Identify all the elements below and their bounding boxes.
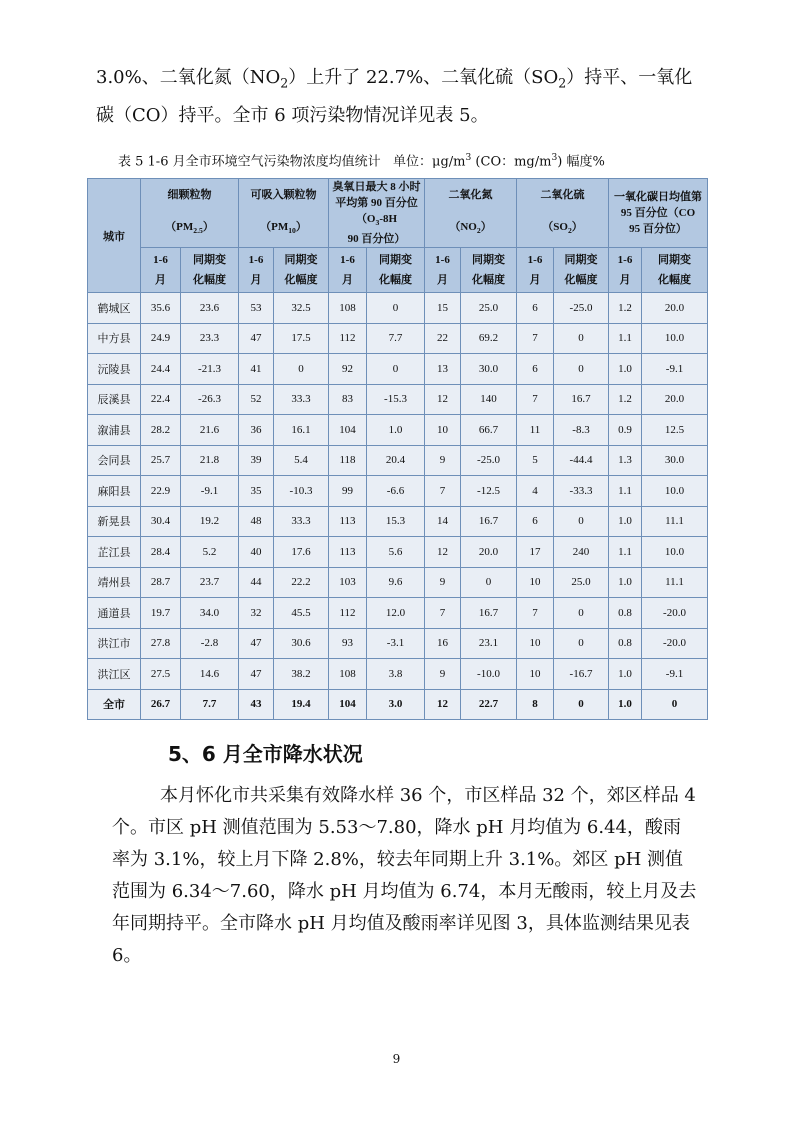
value-cell: 16.7 [554, 384, 609, 415]
value-cell: 48 [239, 506, 274, 537]
value-cell: 19.2 [181, 506, 239, 537]
total-value-cell: 19.4 [274, 689, 329, 720]
sub-header-change-l1: 同期变 [193, 254, 226, 267]
sub-header-change [274, 248, 329, 293]
value-cell: -20.0 [642, 598, 708, 629]
city-cell: 靖州县 [88, 567, 141, 598]
group-co-l1: 一氧化碳日均值第 95 百分位（CO [614, 191, 703, 220]
group-co-l4: 95 百分位） [629, 223, 687, 236]
table-caption-title: 表 5 1-6 月全市环境空气污染物浓度均值统计 [118, 154, 381, 170]
table-total-row [88, 689, 708, 720]
value-cell: 0.8 [609, 628, 642, 659]
value-cell: 11 [517, 415, 554, 446]
table-caption-sup-1: 3 [465, 153, 472, 163]
table-row [88, 445, 708, 476]
city-cell: 辰溪县 [88, 384, 141, 415]
pollutant-table [87, 178, 708, 720]
total-label-cell: 全市 [88, 689, 141, 720]
value-cell: 19.7 [141, 598, 181, 629]
total-value-cell: 1.0 [609, 689, 642, 720]
value-cell: 12.0 [367, 598, 425, 629]
value-cell: -25.0 [461, 445, 517, 476]
value-cell: 1.0 [609, 567, 642, 598]
body-paragraph: 本月怀化市共采集有效降水样 36 个，市区样品 32 个，郊区样品 4 个。市区 pH 测值范围为 5.53～7.80，降水 pH 月均值为 6.44，酸雨率为 3.1%，较上月下降 2.8%，较去年同期上升 3.1%。郊区 pH 测值范围为 6.34～7.60，降水 pH 月均值为 6.74，本月无酸雨，较上月及去年同期持平。全市降水 pH 月均值及酸雨率详见图 3，具体监测结果见表 6。 [112, 785, 697, 966]
value-cell: 22.2 [274, 567, 329, 598]
sub-header-change-l2: 化幅度 [472, 274, 506, 287]
value-cell: 30.4 [141, 506, 181, 537]
value-cell: 7 [517, 323, 554, 354]
city-cell: 芷江县 [88, 537, 141, 568]
value-cell: -9.1 [181, 476, 239, 507]
value-cell: 21.8 [181, 445, 239, 476]
value-cell: 36 [239, 415, 274, 446]
value-cell: 1.0 [609, 506, 642, 537]
value-cell: 99 [329, 476, 367, 507]
section-title: 5、6 月全市降水状况 [168, 742, 363, 766]
value-cell: 22.4 [141, 384, 181, 415]
value-cell: 9 [425, 659, 461, 690]
sub-header-value-l2: 月 [155, 274, 166, 287]
value-cell: 103 [329, 567, 367, 598]
value-cell: 25.0 [554, 567, 609, 598]
sub-header-change-l1: 同期变 [472, 254, 506, 267]
value-cell: 0.8 [609, 598, 642, 629]
table-caption [118, 148, 605, 172]
sub-header-value [517, 248, 554, 293]
city-cell: 鹤城区 [88, 293, 141, 324]
value-cell: 5 [517, 445, 554, 476]
value-cell: -20.0 [642, 628, 708, 659]
value-cell: 21.6 [181, 415, 239, 446]
value-cell: 112 [329, 598, 367, 629]
sub-header-change-l2: 化幅度 [193, 274, 226, 287]
city-cell: 洪江区 [88, 659, 141, 690]
sub-header-value [425, 248, 461, 293]
table-row [88, 476, 708, 507]
sub-header-change [554, 248, 609, 293]
value-cell: 24.9 [141, 323, 181, 354]
value-cell: -21.3 [181, 354, 239, 385]
value-cell: 20.0 [642, 293, 708, 324]
value-cell: 10.0 [642, 323, 708, 354]
intro-paragraph [96, 62, 698, 132]
table-body [88, 293, 708, 720]
group-header-co [609, 179, 708, 248]
table-row [88, 598, 708, 629]
total-value-cell: 0 [554, 689, 609, 720]
value-cell: 23.1 [461, 628, 517, 659]
value-cell: 7 [517, 384, 554, 415]
group-o3-l4: 90 百分位） [347, 233, 406, 246]
sub-header-value [329, 248, 367, 293]
value-cell: 22 [425, 323, 461, 354]
value-cell: -12.5 [461, 476, 517, 507]
group-header-no2 [425, 179, 517, 248]
group-pm25-sub: 2.5 [193, 226, 203, 236]
city-header: 城市 [88, 179, 141, 293]
value-cell: 30.6 [274, 628, 329, 659]
value-cell: 5.4 [274, 445, 329, 476]
page-number: 9 [392, 1052, 401, 1066]
table-row [88, 354, 708, 385]
group-pm25-l2: （PM [165, 221, 194, 233]
value-cell: 10 [517, 628, 554, 659]
value-cell: 113 [329, 537, 367, 568]
sub-header-value-l1: 1-6 [153, 254, 168, 267]
sub-header-value-l2: 月 [529, 274, 541, 287]
value-cell: 1.0 [367, 415, 425, 446]
value-cell: 140 [461, 384, 517, 415]
value-cell: -10.0 [461, 659, 517, 690]
intro-text-1: 3.0%、二氧化氮（NO [96, 67, 281, 88]
sub-header-value-l1: 1-6 [617, 254, 633, 267]
sub-header-value-l2: 月 [342, 274, 353, 287]
value-cell: 113 [329, 506, 367, 537]
group-header-o3 [329, 179, 425, 248]
value-cell: 0 [554, 506, 609, 537]
value-cell: 11.1 [642, 567, 708, 598]
sub-header-value [239, 248, 274, 293]
city-cell: 中方县 [88, 323, 141, 354]
value-cell: 1.1 [609, 537, 642, 568]
value-cell: 10 [517, 659, 554, 690]
value-cell: 92 [329, 354, 367, 385]
value-cell: 0 [367, 354, 425, 385]
value-cell: 1.1 [609, 476, 642, 507]
value-cell: 16.7 [461, 506, 517, 537]
total-value-cell: 43 [239, 689, 274, 720]
total-value-cell: 8 [517, 689, 554, 720]
group-pm25-l1: 细颗粒物 [167, 189, 212, 201]
total-value-cell: 12 [425, 689, 461, 720]
group-o3-sub: 3 [375, 218, 380, 228]
value-cell: 20.0 [642, 384, 708, 415]
value-cell: 25.7 [141, 445, 181, 476]
group-no2-l2: （NO [449, 221, 477, 233]
value-cell: 23.6 [181, 293, 239, 324]
value-cell: 66.7 [461, 415, 517, 446]
value-cell: 7 [425, 598, 461, 629]
value-cell: 0.9 [609, 415, 642, 446]
value-cell: 28.7 [141, 567, 181, 598]
value-cell: 47 [239, 659, 274, 690]
city-cell: 新晃县 [88, 506, 141, 537]
group-so2-sub: 2 [567, 226, 572, 236]
value-cell: 23.7 [181, 567, 239, 598]
table-row [88, 567, 708, 598]
group-pm10-l3: ） [295, 221, 307, 233]
sub-header-change-l1: 同期变 [658, 254, 692, 267]
sub-header-change [367, 248, 425, 293]
sub-header-value-l1: 1-6 [435, 254, 450, 267]
total-value-cell: 22.7 [461, 689, 517, 720]
group-header-so2 [517, 179, 609, 248]
intro-text-3: ）持平、一氧化碳（CO）持平。全市 6 项污染物情况详见表 5。 [96, 67, 693, 126]
value-cell: 38.2 [274, 659, 329, 690]
value-cell: 47 [239, 323, 274, 354]
value-cell: 32.5 [274, 293, 329, 324]
value-cell: 112 [329, 323, 367, 354]
value-cell: 12 [425, 537, 461, 568]
group-so2-l2: （SO [542, 221, 568, 233]
value-cell: -15.3 [367, 384, 425, 415]
table-row [88, 323, 708, 354]
value-cell: 35.6 [141, 293, 181, 324]
value-cell: -26.3 [181, 384, 239, 415]
value-cell: 10.0 [642, 537, 708, 568]
value-cell: 0 [554, 354, 609, 385]
total-value-cell: 104 [329, 689, 367, 720]
value-cell: 1.2 [609, 384, 642, 415]
value-cell: 6 [517, 293, 554, 324]
sub-header-change-l2: 化幅度 [658, 274, 692, 287]
value-cell: 0 [461, 567, 517, 598]
value-cell: 16 [425, 628, 461, 659]
group-so2-l1: 二氧化硫 [540, 189, 585, 201]
value-cell: 9.6 [367, 567, 425, 598]
value-cell: 10.0 [642, 476, 708, 507]
value-cell: 4 [517, 476, 554, 507]
value-cell: 12.5 [642, 415, 708, 446]
value-cell: -10.3 [274, 476, 329, 507]
value-cell: 20.0 [461, 537, 517, 568]
value-cell: 108 [329, 293, 367, 324]
value-cell: 20.4 [367, 445, 425, 476]
sub-header-value [141, 248, 181, 293]
city-cell: 洪江市 [88, 628, 141, 659]
value-cell: 40 [239, 537, 274, 568]
value-cell: 17 [517, 537, 554, 568]
value-cell: 6 [517, 354, 554, 385]
sub-header-change-l2: 化幅度 [284, 274, 318, 287]
sub-header-change [642, 248, 708, 293]
value-cell: 15 [425, 293, 461, 324]
value-cell: -9.1 [642, 659, 708, 690]
sub-header-change-l1: 同期变 [284, 254, 318, 267]
value-cell: 34.0 [181, 598, 239, 629]
table-row [88, 628, 708, 659]
value-cell: 12 [425, 384, 461, 415]
intro-sub-2: 2 [558, 75, 567, 91]
value-cell: 118 [329, 445, 367, 476]
value-cell: 45.5 [274, 598, 329, 629]
value-cell: 9 [425, 567, 461, 598]
value-cell: -16.7 [554, 659, 609, 690]
value-cell: -3.1 [367, 628, 425, 659]
value-cell: 44 [239, 567, 274, 598]
value-cell: 5.6 [367, 537, 425, 568]
value-cell: 0 [554, 628, 609, 659]
table-row [88, 506, 708, 537]
value-cell: -9.1 [642, 354, 708, 385]
group-o3-l3: -8H [379, 213, 398, 225]
value-cell: 39 [239, 445, 274, 476]
value-cell: 108 [329, 659, 367, 690]
table-row [88, 384, 708, 415]
value-cell: 22.9 [141, 476, 181, 507]
value-cell: 17.6 [274, 537, 329, 568]
value-cell: -6.6 [367, 476, 425, 507]
value-cell: 30.0 [642, 445, 708, 476]
sub-header-change-l1: 同期变 [379, 254, 412, 267]
value-cell: 1.3 [609, 445, 642, 476]
city-cell: 溆浦县 [88, 415, 141, 446]
value-cell: 0 [554, 598, 609, 629]
value-cell: 32 [239, 598, 274, 629]
sub-header-value-l2: 月 [250, 274, 262, 287]
value-cell: 1.0 [609, 354, 642, 385]
city-cell: 通道县 [88, 598, 141, 629]
group-so2-l3: ） [571, 221, 583, 233]
value-cell: 10 [517, 567, 554, 598]
value-cell: 104 [329, 415, 367, 446]
city-cell: 麻阳县 [88, 476, 141, 507]
value-cell: 83 [329, 384, 367, 415]
value-cell: 93 [329, 628, 367, 659]
table-caption-unit-3: ) 幅度% [557, 154, 605, 170]
value-cell: 7 [425, 476, 461, 507]
table-caption-unit-2: (CO：mg/m [471, 154, 552, 170]
group-no2-l1: 二氧化氮 [448, 189, 493, 201]
group-o3-l1: 臭氧日最大 8 小时平均第 90 百分位（O [332, 181, 421, 225]
table-row [88, 659, 708, 690]
value-cell: 14.6 [181, 659, 239, 690]
city-cell: 沅陵县 [88, 354, 141, 385]
value-cell: 13 [425, 354, 461, 385]
total-value-cell: 7.7 [181, 689, 239, 720]
total-value-cell: 3.0 [367, 689, 425, 720]
value-cell: 30.0 [461, 354, 517, 385]
table-caption-sup-2: 3 [551, 153, 558, 163]
sub-header-change [181, 248, 239, 293]
sub-header-row [88, 248, 708, 293]
sub-header-value-l2: 月 [619, 274, 631, 287]
sub-header-value-l1: 1-6 [527, 254, 543, 267]
value-cell: 11.1 [642, 506, 708, 537]
value-cell: 33.3 [274, 506, 329, 537]
value-cell: 1.1 [609, 323, 642, 354]
value-cell: 3.8 [367, 659, 425, 690]
value-cell: -44.4 [554, 445, 609, 476]
value-cell: 17.5 [274, 323, 329, 354]
intro-text-2: ）上升了 22.7%、二氧化硫（SO [288, 67, 559, 88]
table-caption-unit-1: 单位：μg/m [393, 154, 466, 170]
sub-header-value-l1: 1-6 [248, 254, 264, 267]
value-cell: 28.4 [141, 537, 181, 568]
value-cell: 240 [554, 537, 609, 568]
sub-header-value-l2: 月 [437, 274, 449, 287]
total-value-cell: 26.7 [141, 689, 181, 720]
value-cell: 6 [517, 506, 554, 537]
group-header-pm25 [141, 179, 239, 248]
group-pm10-sub: 10 [288, 226, 296, 236]
value-cell: 53 [239, 293, 274, 324]
value-cell: 14 [425, 506, 461, 537]
sub-header-change-l2: 化幅度 [564, 274, 598, 287]
value-cell: 52 [239, 384, 274, 415]
value-cell: 33.3 [274, 384, 329, 415]
table-row [88, 537, 708, 568]
sub-header-change-l2: 化幅度 [379, 274, 412, 287]
value-cell: 10 [425, 415, 461, 446]
table-row [88, 415, 708, 446]
value-cell: 16.1 [274, 415, 329, 446]
sub-header-change [461, 248, 517, 293]
value-cell: 47 [239, 628, 274, 659]
value-cell: 0 [367, 293, 425, 324]
city-cell: 会同县 [88, 445, 141, 476]
group-no2-sub: 2 [476, 226, 481, 236]
sub-header-value [609, 248, 642, 293]
value-cell: 0 [274, 354, 329, 385]
value-cell: 41 [239, 354, 274, 385]
group-no2-l3: ） [480, 221, 492, 233]
value-cell: 28.2 [141, 415, 181, 446]
value-cell: 24.4 [141, 354, 181, 385]
value-cell: 9 [425, 445, 461, 476]
value-cell: 15.3 [367, 506, 425, 537]
value-cell: 16.7 [461, 598, 517, 629]
value-cell: 25.0 [461, 293, 517, 324]
value-cell: -25.0 [554, 293, 609, 324]
group-pm10-l1: 可吸入颗粒物 [250, 189, 317, 201]
value-cell: -33.3 [554, 476, 609, 507]
value-cell: -2.8 [181, 628, 239, 659]
value-cell: 69.2 [461, 323, 517, 354]
value-cell: 27.8 [141, 628, 181, 659]
value-cell: 23.3 [181, 323, 239, 354]
table-row [88, 293, 708, 324]
value-cell: 1.2 [609, 293, 642, 324]
value-cell: 35 [239, 476, 274, 507]
value-cell: 7 [517, 598, 554, 629]
value-cell: 27.5 [141, 659, 181, 690]
total-value-cell: 0 [642, 689, 708, 720]
intro-sub-1: 2 [280, 75, 289, 91]
value-cell: 0 [554, 323, 609, 354]
sub-header-change-l1: 同期变 [564, 254, 598, 267]
group-header-pm10 [239, 179, 329, 248]
group-pm25-l3: ） [202, 221, 214, 233]
value-cell: -8.3 [554, 415, 609, 446]
value-cell: 5.2 [181, 537, 239, 568]
value-cell: 7.7 [367, 323, 425, 354]
sub-header-value-l1: 1-6 [340, 254, 355, 267]
value-cell: 1.0 [609, 659, 642, 690]
group-pm10-l2: （PM [260, 221, 289, 233]
